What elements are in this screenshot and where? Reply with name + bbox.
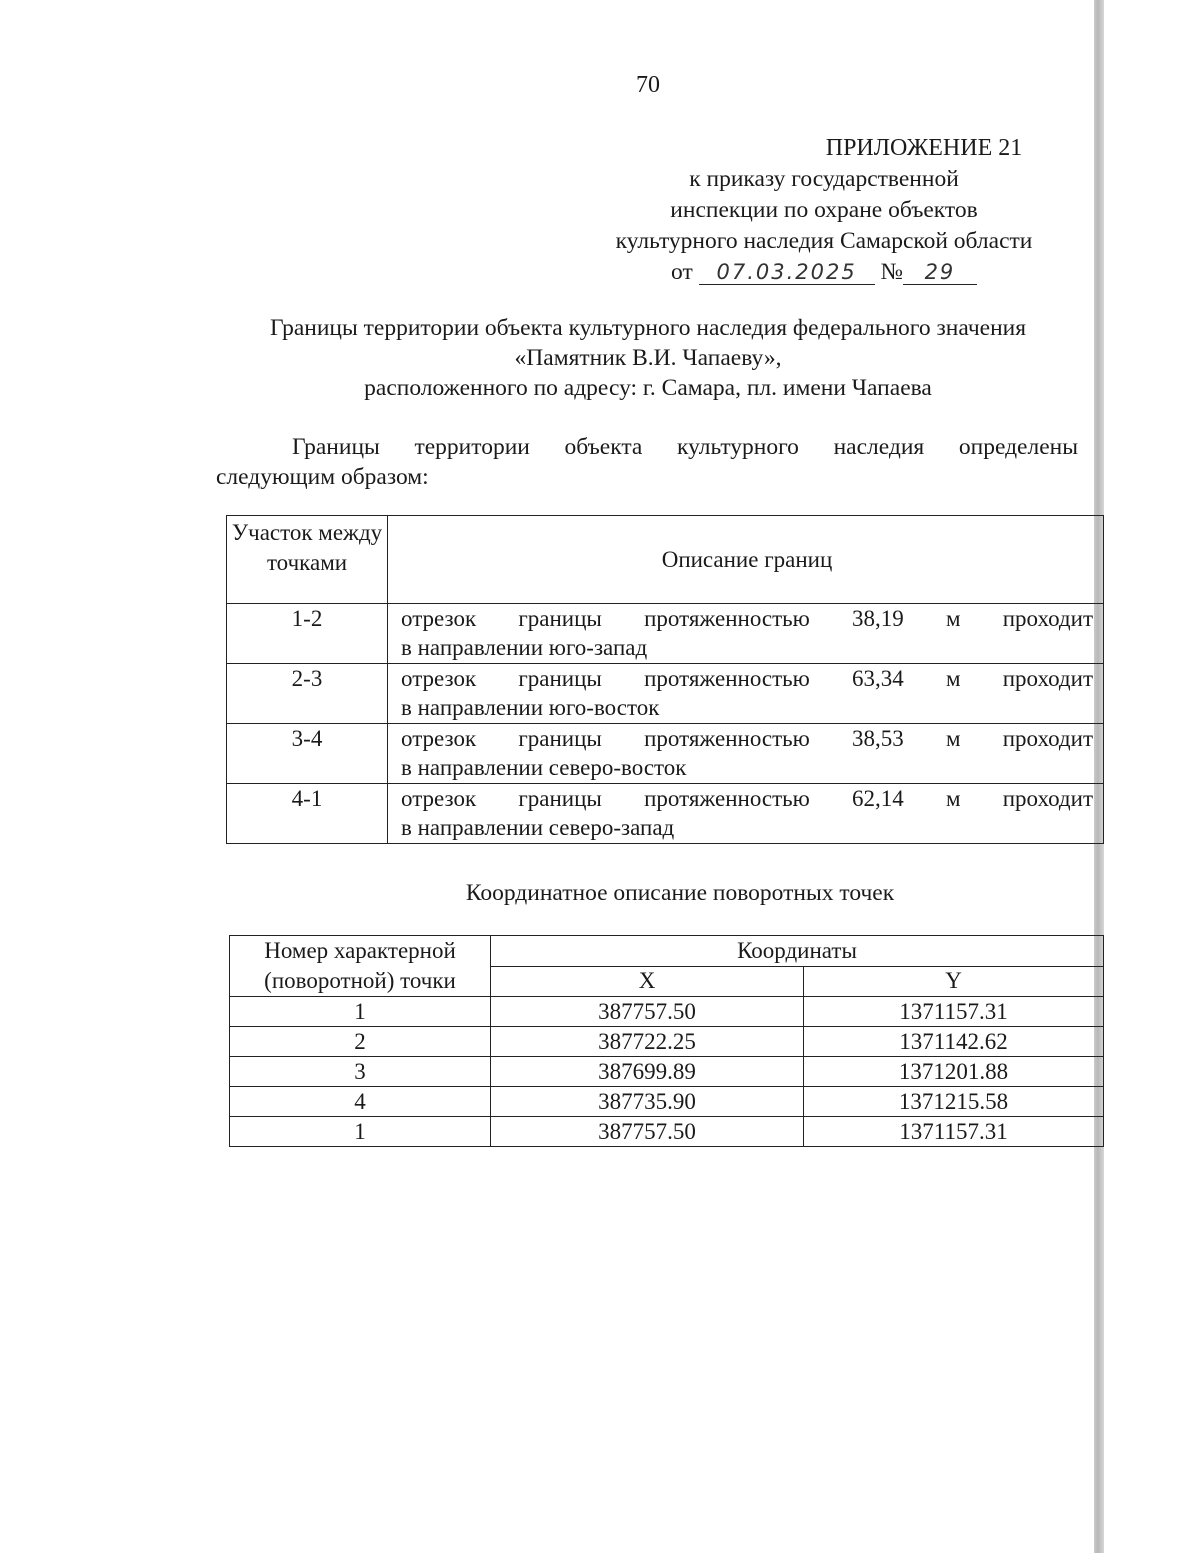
description-cell <box>388 664 1104 724</box>
x-cell: 387735.90 <box>491 1087 804 1117</box>
x-cell: 387722.25 <box>491 1027 804 1057</box>
description-line-2: в направлении северо-запад <box>401 815 675 840</box>
appendix-block <box>560 133 1088 288</box>
point-cell: 4 <box>230 1087 491 1117</box>
document-heading <box>190 313 1106 403</box>
coords-title: Координатное описание поворотных точек <box>465 880 895 906</box>
description-line-1: отрезок границы протяженностью 62,14 м проходит <box>401 786 1093 811</box>
description-cell <box>388 784 1104 844</box>
coords-row <box>230 997 1104 1027</box>
x-cell: 387699.89 <box>491 1057 804 1087</box>
description-line-2: в направлении северо-восток <box>401 755 687 780</box>
header-point: Номер характерной (поворотной) точки <box>230 936 491 997</box>
y-cell: 1371201.88 <box>804 1057 1104 1087</box>
page-number: 70 <box>636 72 660 98</box>
x-cell: 387757.50 <box>491 1117 804 1147</box>
header-y: Y <box>804 966 1104 997</box>
number-label: № <box>880 259 903 285</box>
intro-line-2: следующим образом: <box>216 464 429 490</box>
handwritten-number: 29 <box>903 260 977 285</box>
point-cell: 1 <box>230 997 491 1027</box>
heading-line-3: расположенного по адресу: г. Самара, пл. имени Чапаева <box>364 375 932 401</box>
coords-row <box>230 1117 1104 1147</box>
intro-line-1: Границы территории объекта культурного наследия определены <box>292 434 1078 460</box>
point-cell: 2 <box>230 1027 491 1057</box>
appendix-title: ПРИЛОЖЕНИЕ 21 <box>825 135 1023 161</box>
coords-row <box>230 1087 1104 1117</box>
description-line-1: отрезок границы протяженностью 38,53 м проходит <box>401 726 1093 751</box>
intro-paragraph <box>216 432 1078 492</box>
description-line-1: отрезок границы протяженностью 38,19 м проходит <box>401 606 1093 631</box>
description-cell <box>388 604 1104 664</box>
y-cell: 1371142.62 <box>804 1027 1104 1057</box>
y-cell: 1371157.31 <box>804 997 1104 1027</box>
boundary-row <box>227 604 1104 664</box>
y-cell: 1371157.31 <box>804 1117 1104 1147</box>
appendix-line-2: инспекции по охране объектов <box>670 197 978 223</box>
description-cell <box>388 724 1104 784</box>
date-prefix: от <box>671 259 693 285</box>
point-cell: 1 <box>230 1117 491 1147</box>
segment-cell: 1-2 <box>227 604 388 664</box>
heading-line-2: «Памятник В.И. Чапаеву», <box>514 345 782 371</box>
boundaries-header-row <box>227 516 1104 604</box>
header-description: Описание границ <box>388 516 1104 604</box>
y-cell: 1371215.58 <box>804 1087 1104 1117</box>
description-line-2: в направлении юго-восток <box>401 695 660 720</box>
boundaries-table <box>226 515 1104 844</box>
segment-cell: 3-4 <box>227 724 388 784</box>
coords-header-row-1 <box>230 936 1104 967</box>
heading-line-1: Границы территории объекта культурного наследия федерального значения <box>269 315 1027 341</box>
appendix-line-1: к приказу государственной <box>689 166 959 192</box>
boundary-row <box>227 724 1104 784</box>
header-x: X <box>491 966 804 997</box>
header-segment: Участок между точками <box>227 516 388 604</box>
coords-row <box>230 1027 1104 1057</box>
x-cell: 387757.50 <box>491 997 804 1027</box>
coordinates-table <box>229 935 1104 1147</box>
segment-cell: 4-1 <box>227 784 388 844</box>
boundary-row <box>227 784 1104 844</box>
coords-row <box>230 1057 1104 1087</box>
segment-cell: 2-3 <box>227 664 388 724</box>
point-cell: 3 <box>230 1057 491 1087</box>
description-line-1: отрезок границы протяженностью 63,34 м проходит <box>401 666 1093 691</box>
boundary-row <box>227 664 1104 724</box>
appendix-line-3: культурного наследия Самарской области <box>615 228 1033 254</box>
handwritten-date: 07.03.2025 <box>699 260 875 285</box>
header-coordinates: Координаты <box>491 936 1104 967</box>
description-line-2: в направлении юго-запад <box>401 635 648 660</box>
appendix-date-line <box>560 257 1088 288</box>
